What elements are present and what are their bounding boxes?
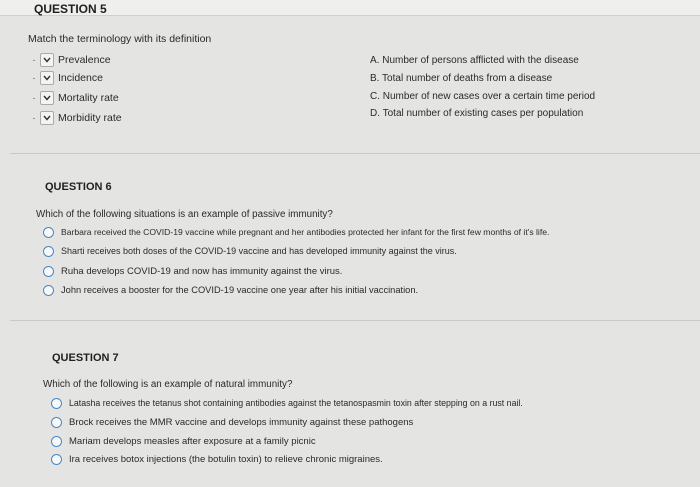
term-label: Morbidity rate (58, 112, 122, 124)
chevron-down-icon (40, 71, 54, 85)
radio-button[interactable] (51, 454, 62, 465)
option-label: Ira receives botox injections (the botulin toxin) to relieve chronic migraines. (69, 453, 383, 465)
question-5-title: QUESTION 5 (34, 2, 107, 16)
q6-option-3[interactable] (43, 263, 342, 279)
term-select[interactable]: - (30, 111, 54, 125)
term-select[interactable]: - (30, 71, 54, 85)
q7-option-2[interactable] (51, 414, 413, 430)
question-6-title: QUESTION 6 (45, 181, 112, 193)
term-label: Mortality rate (58, 92, 119, 104)
chevron-down-icon (40, 53, 54, 67)
option-label: Mariam develops measles after exposure at a family picnic (69, 435, 316, 447)
definition-d: D. Total number of existing cases per population (370, 108, 584, 119)
term-label: Prevalence (58, 54, 111, 66)
radio-button[interactable] (43, 285, 54, 296)
definition-b: B. Total number of deaths from a disease (370, 73, 553, 84)
option-label: Ruha develops COVID-19 and now has immunity against the virus. (61, 265, 343, 277)
divider (10, 320, 700, 321)
term-select[interactable]: - (30, 91, 54, 105)
radio-button[interactable] (51, 436, 62, 447)
option-label: Latasha receives the tetanus shot containing antibodies against the tetanospasmin toxin after stepping on a rust nail. (69, 398, 523, 408)
chevron-down-icon (40, 91, 54, 105)
match-row-morbidity (30, 110, 122, 126)
q7-option-4[interactable] (51, 451, 383, 467)
definition-c: C. Number of new cases over a certain time period (370, 91, 596, 102)
q7-option-3[interactable] (51, 433, 316, 449)
q6-option-1[interactable] (43, 224, 549, 240)
match-row-incidence (30, 70, 103, 86)
option-label: Sharti receives both doses of the COVID-19 vaccine and has developed immunity against the virus. (61, 246, 457, 256)
radio-button[interactable] (43, 227, 54, 238)
chevron-down-icon (40, 111, 54, 125)
q6-option-2[interactable] (43, 243, 457, 259)
definition-a: A. Number of persons afflicted with the disease (370, 55, 579, 66)
question-6-prompt: Which of the following situations is an example of passive immunity? (36, 209, 333, 220)
question-7-prompt: Which of the following is an example of natural immunity? (43, 379, 293, 390)
radio-button[interactable] (43, 246, 54, 257)
radio-button[interactable] (43, 266, 54, 277)
radio-button[interactable] (51, 398, 62, 409)
term-select[interactable]: - (30, 53, 54, 67)
radio-button[interactable] (51, 417, 62, 428)
option-label: Barbara received the COVID-19 vaccine while pregnant and her antibodies protected her infant for the first few months of it's life. (61, 227, 550, 237)
option-label: Brock receives the MMR vaccine and develops immunity against these pathogens (69, 416, 414, 428)
question-5-prompt: Match the terminology with its definition (28, 33, 212, 45)
match-row-prevalence (30, 52, 111, 68)
option-label: John receives a booster for the COVID-19 vaccine one year after his initial vaccination. (61, 285, 419, 295)
q7-option-1[interactable] (51, 395, 523, 411)
match-row-mortality (30, 90, 119, 106)
question-7-title: QUESTION 7 (52, 352, 119, 364)
q6-option-4[interactable] (43, 282, 418, 298)
term-label: Incidence (58, 72, 103, 84)
divider (10, 153, 700, 154)
